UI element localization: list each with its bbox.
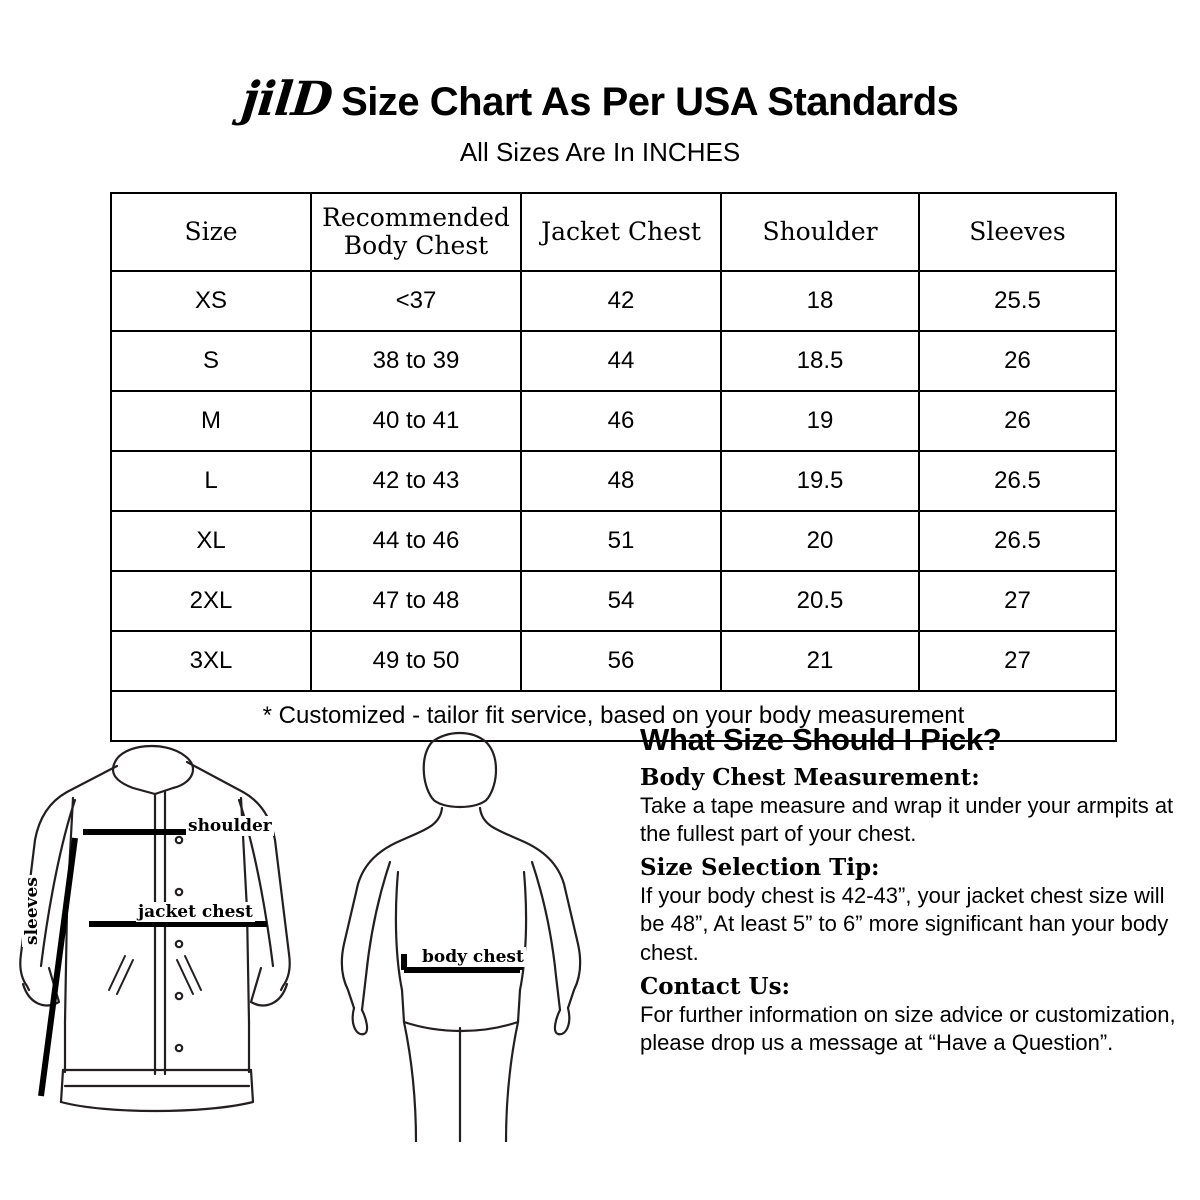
cell-jacket-chest: 46	[521, 391, 721, 451]
cell-shoulder: 21	[721, 631, 919, 691]
page-title: Size Chart As Per USA Standards	[341, 80, 959, 124]
section-body-body-chest-measurement: Take a tape measure and wrap it under your armpits at the fullest part of your chest.	[640, 793, 1174, 847]
sleeves-measure-line	[41, 838, 75, 1096]
table-row	[111, 391, 1116, 451]
cell-sleeves: 26	[919, 331, 1116, 391]
cell-size: XS	[111, 271, 311, 331]
table-row	[111, 271, 1116, 331]
cell-sleeves: 26.5	[919, 511, 1116, 571]
measurement-illustrations	[0, 722, 630, 1200]
cell-body-chest: 40 to 41	[311, 391, 521, 451]
cell-shoulder: 18.5	[721, 331, 919, 391]
cell-size: S	[111, 331, 311, 391]
table-footnote: * Customized - tailor fit service, based on your body measurement	[111, 691, 1116, 741]
column-header-size: Size	[111, 193, 311, 271]
table-row	[111, 331, 1116, 391]
table-row	[111, 451, 1116, 511]
cell-jacket-chest: 56	[521, 631, 721, 691]
table-body	[111, 271, 1116, 741]
label-jacket-chest: jacket chest	[138, 902, 253, 922]
lower-section	[0, 722, 1200, 1200]
section-body-contact-us: For further information on size advice or customization, please drop us a message at “Have a Question”.	[640, 1001, 1176, 1055]
column-header-recommended-line2: Body Chest	[343, 231, 489, 260]
cell-body-chest: 42 to 43	[311, 451, 521, 511]
body-illustration-icon	[320, 722, 600, 1142]
brand-logo: jilD	[238, 72, 334, 127]
cell-shoulder: 20	[721, 511, 919, 571]
table-header	[111, 193, 1116, 271]
cell-sleeves: 27	[919, 571, 1116, 631]
table-row	[111, 511, 1116, 571]
cell-size: 2XL	[111, 571, 311, 631]
cell-body-chest: 49 to 50	[311, 631, 521, 691]
cell-shoulder: 19.5	[721, 451, 919, 511]
cell-body-chest: <37	[311, 271, 521, 331]
label-shoulder: shoulder	[188, 816, 272, 836]
size-table-wrapper	[110, 192, 1095, 742]
cell-shoulder: 18	[721, 271, 919, 331]
jacket-illustration-icon	[5, 722, 305, 1142]
table-row	[111, 631, 1116, 691]
cell-jacket-chest: 51	[521, 511, 721, 571]
cell-jacket-chest: 54	[521, 571, 721, 631]
column-header-recommended-body-chest	[311, 193, 521, 271]
cell-shoulder: 20.5	[721, 571, 919, 631]
title-line	[0, 72, 1200, 127]
cell-sleeves: 25.5	[919, 271, 1116, 331]
cell-jacket-chest: 48	[521, 451, 721, 511]
cell-size: L	[111, 451, 311, 511]
cell-shoulder: 19	[721, 391, 919, 451]
cell-jacket-chest: 42	[521, 271, 721, 331]
cell-size: 3XL	[111, 631, 311, 691]
section-title-size-selection-tip: Size Selection Tip:	[640, 854, 880, 882]
column-header-sleeves: Sleeves	[919, 193, 1116, 271]
label-body-chest: body chest	[422, 947, 524, 967]
cell-size: M	[111, 391, 311, 451]
table-header-row	[111, 193, 1116, 271]
cell-sleeves: 27	[919, 631, 1116, 691]
section-title-contact-us: Contact Us:	[640, 972, 791, 1000]
table-row	[111, 571, 1116, 631]
cell-size: XL	[111, 511, 311, 571]
cell-sleeves: 26.5	[919, 451, 1116, 511]
label-sleeves: sleeves	[22, 877, 42, 945]
column-header-shoulder: Shoulder	[721, 193, 919, 271]
size-table	[110, 192, 1117, 742]
page-subtitle: All Sizes Are In INCHES	[459, 137, 741, 167]
cell-body-chest: 38 to 39	[311, 331, 521, 391]
cell-body-chest: 44 to 46	[311, 511, 521, 571]
cell-body-chest: 47 to 48	[311, 571, 521, 631]
column-header-recommended-line1: Recommended	[322, 203, 510, 232]
cell-sleeves: 26	[919, 391, 1116, 451]
section-body-size-selection-tip: If your body chest is 42-43”, your jacket chest size will be 48”, At least 5” to 6” more significant han your body chest.	[640, 883, 1169, 965]
guidance-heading: What Size Should I Pick?	[640, 722, 1002, 757]
cell-jacket-chest: 44	[521, 331, 721, 391]
page-header	[0, 0, 1200, 168]
column-header-jacket-chest: Jacket Chest	[521, 193, 721, 271]
section-title-body-chest-measurement: Body Chest Measurement:	[640, 764, 980, 791]
size-guidance-panel	[640, 722, 1192, 1057]
